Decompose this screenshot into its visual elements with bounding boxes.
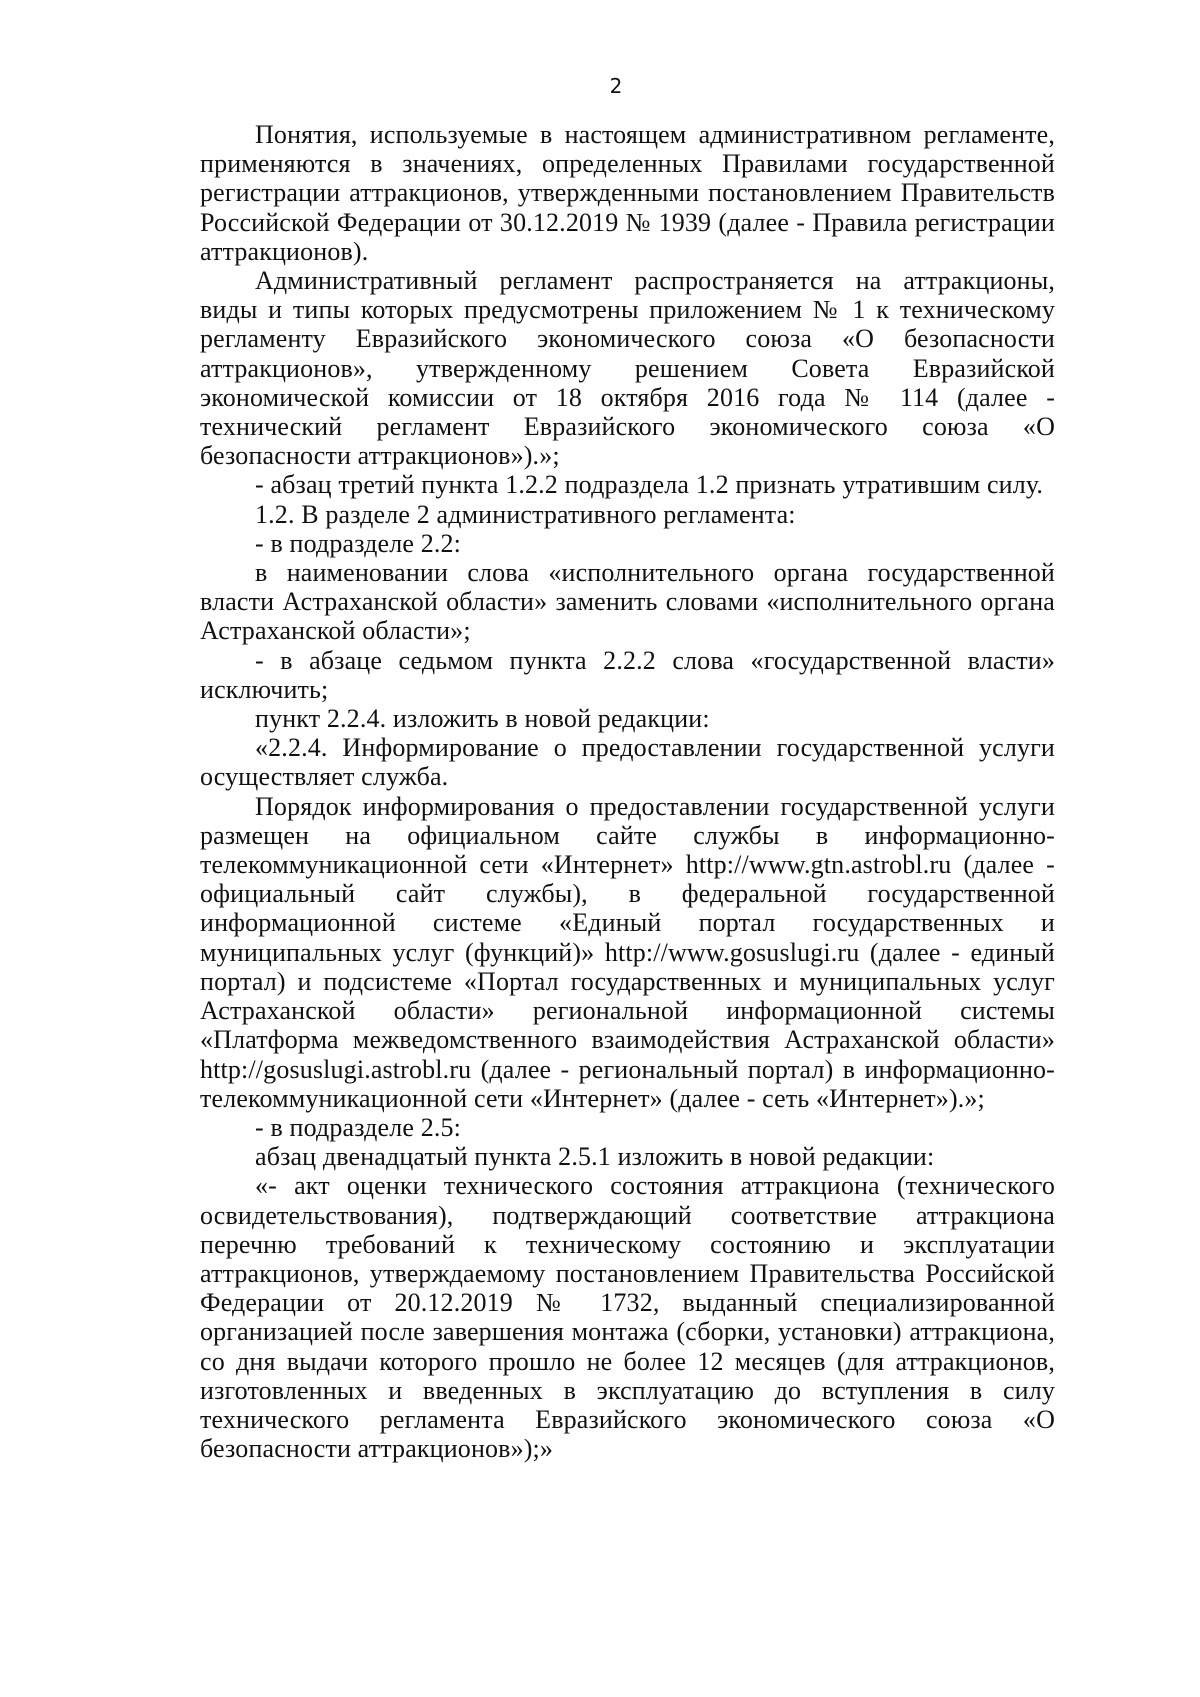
paragraph-exclude-words: - в абзаце седьмом пункта 2.2.2 слова «государственной власти» исключить; (200, 645, 1055, 704)
paragraph-informing-procedure: Порядок информирования о предоставлении государственной услуги размещен на официальном сайте службы в информационно-телекоммуникационной сети «Интернет» http://www.gtn.astrobl.ru (далее - официальный сайт службы), в федеральной государственной информационной системе «Единый портал государственных и муниципальных услуг (функций)» http://www.gosuslugi.ru (далее - единый портал) и подсистеме «Портал государственных и муниципальных услуг Астраханской области» региональной информационной системы «Платформа межведомственного взаимодействия Астраханской области» http://gosuslugi.astrobl.ru (далее - региональный портал) в информационно-телекоммуникационной сети «Интернет» (далее - сеть «Интернет»).»; (200, 791, 1055, 1113)
paragraph-new-edition-2-2-4: пункт 2.2.4. изложить в новой редакции: (255, 704, 710, 734)
paragraph-technical-act: «- акт оценки технического состояния аттракциона (технического освидетельствования), подтверждающий соответствие аттракциона перечню требований к техническому состоянию и эксплуатации аттракционов, утверждаемому постановлением Правительства Российской Федерации от 20.12.2019 № 1732, выданный специализированной организацией после завершения монтажа (сборки, установки) аттракциона, со дня выдачи которого прошло не более 12 месяцев (для аттракционов, изготовленных и введенных в эксплуатацию до вступления в силу технического регламента Евразийского экономического союза «О безопасности аттракционов»);» (200, 1171, 1055, 1464)
page-number: 2 (609, 74, 623, 98)
paragraph-subsection-2-2: - в подразделе 2.2: (255, 528, 462, 558)
paragraph-scope: Административный регламент распространяется на аттракционы, виды и типы которых предусмотрены приложением № 1 к техническому регламенту Евразийского экономического союза «О безопасности аттракционов», утвержденному решением Совета Евразийской экономической комиссии от 18 октября 2016 года № 114 (далее - технический регламент Евразийского экономического союза «О безопасности аттракционов»).»; (200, 266, 1055, 471)
paragraph-rename: в наименовании слова «исполнительного органа государственной власти Астраханской области» заменить словами «исполнительного органа Астраханской области»; (200, 558, 1055, 646)
paragraph-section-heading: 1.2. В разделе 2 административного регламента: (255, 499, 796, 529)
paragraph-informing: «2.2.4. Информирование о предоставлении государственной услуги осуществляет служба. (200, 733, 1055, 792)
document-body (200, 120, 1055, 1463)
paragraph-definitions: Понятия, используемые в настоящем административном регламенте, применяются в значениях, определенных Правилами государственной регистрации аттракционов, утвержденными постановлением Правительств Российской Федерации от 30.12.2019 № 1939 (далее - Правила регистрации аттракционов). (200, 120, 1055, 266)
paragraph-twelfth-abzac: абзац двенадцатый пункта 2.5.1 изложить в новой редакции: (255, 1142, 935, 1172)
paragraph-subsection-2-5: - в подразделе 2.5: (255, 1112, 462, 1142)
paragraph-repeal-clause: - абзац третий пункта 1.2.2 подраздела 1.2 признать утратившим силу. (255, 470, 1044, 500)
